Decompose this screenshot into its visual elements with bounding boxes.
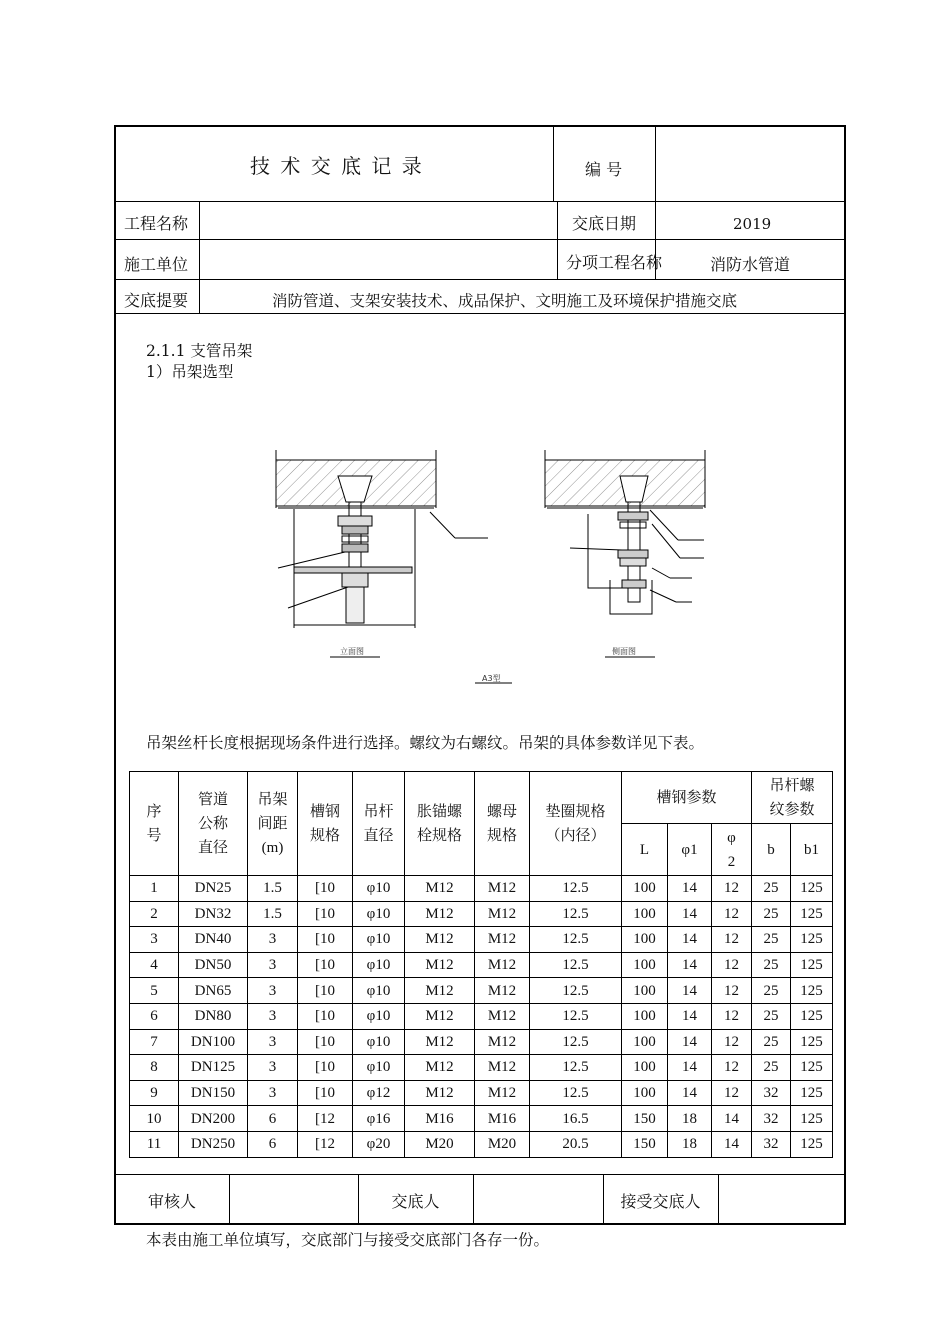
- table-cell: 25: [752, 876, 791, 902]
- table-cell: M12: [475, 1029, 530, 1055]
- table-cell: M12: [475, 1080, 530, 1106]
- table-cell: φ10: [353, 1003, 405, 1029]
- table-cell: 3: [248, 927, 298, 953]
- table-cell: 25: [752, 1003, 791, 1029]
- table-cell: 14: [668, 901, 712, 927]
- table-cell: 100: [622, 1003, 668, 1029]
- table-note: 吊架丝杆长度根据现场条件进行选择。螺纹为右螺纹。吊架的具体参数详见下表。: [146, 734, 705, 752]
- table-cell: DN100: [179, 1029, 248, 1055]
- divider: [199, 201, 200, 313]
- table-cell: DN32: [179, 901, 248, 927]
- divider: [115, 279, 846, 280]
- table-cell: M12: [475, 927, 530, 953]
- table-row: [130, 1055, 833, 1081]
- table-cell: 5: [130, 978, 179, 1004]
- table-cell: 14: [668, 1029, 712, 1055]
- table-cell: M12: [475, 1003, 530, 1029]
- section-heading: 2.1.1 支管吊架: [146, 342, 253, 360]
- table-cell: 125: [791, 1106, 833, 1132]
- col-header-pipe: 管道 公称 直径: [179, 772, 248, 876]
- table-cell: 14: [668, 876, 712, 902]
- table-cell: [10: [298, 1080, 353, 1106]
- reviewer-label: 审核人: [147, 1191, 196, 1211]
- table-cell: 25: [752, 1055, 791, 1081]
- table-cell: 125: [791, 1029, 833, 1055]
- col-header-nut: 螺母 规格: [475, 772, 530, 876]
- table-cell: 9: [130, 1080, 179, 1106]
- table-cell: M20: [475, 1131, 530, 1157]
- table-cell: 12: [712, 901, 752, 927]
- table-cell: φ10: [353, 952, 405, 978]
- hanger-drawing: [260, 440, 730, 690]
- table-cell: M12: [405, 1029, 475, 1055]
- table-cell: M12: [405, 1055, 475, 1081]
- col-header-phi1: φ1: [668, 824, 712, 876]
- table-cell: 12.5: [530, 1029, 622, 1055]
- table-cell: DN40: [179, 927, 248, 953]
- table-cell: 14: [668, 927, 712, 953]
- table-cell: 18: [668, 1106, 712, 1132]
- table-cell: 12.5: [530, 876, 622, 902]
- table-cell: 14: [668, 978, 712, 1004]
- receiver-value: [718, 1175, 845, 1225]
- table-cell: 12.5: [530, 1080, 622, 1106]
- table-cell: 11: [130, 1131, 179, 1157]
- table-cell: M12: [405, 901, 475, 927]
- col-header-rod-thread: 吊杆螺 纹参数: [752, 772, 833, 824]
- table-cell: 8: [130, 1055, 179, 1081]
- table-cell: 1.5: [248, 876, 298, 902]
- table-cell: M12: [405, 978, 475, 1004]
- table-cell: φ10: [353, 927, 405, 953]
- project-name-label: 工程名称: [124, 214, 189, 233]
- summary-value: 消防管道、支架安装技术、成品保护、文明施工及环境保护措施交底: [272, 292, 738, 310]
- table-cell: 12: [712, 876, 752, 902]
- table-cell: φ10: [353, 1055, 405, 1081]
- table-cell: 125: [791, 1131, 833, 1157]
- table-cell: φ10: [353, 876, 405, 902]
- table-row: [130, 927, 833, 953]
- table-cell: 100: [622, 978, 668, 1004]
- table-cell: 3: [130, 927, 179, 953]
- table-cell: 125: [791, 1080, 833, 1106]
- table-cell: 6: [248, 1106, 298, 1132]
- table-cell: φ12: [353, 1080, 405, 1106]
- side-view-label: 侧面图: [612, 647, 636, 656]
- table-cell: M12: [405, 876, 475, 902]
- table-cell: 100: [622, 876, 668, 902]
- table-cell: DN150: [179, 1080, 248, 1106]
- table-cell: 100: [622, 1055, 668, 1081]
- col-header-phi2: φ 2: [712, 824, 752, 876]
- table-cell: 32: [752, 1106, 791, 1132]
- front-view-label: 立面图: [340, 647, 364, 656]
- table-cell: 18: [668, 1131, 712, 1157]
- table-cell: 25: [752, 952, 791, 978]
- table-cell: 12: [712, 1080, 752, 1106]
- table-cell: [10: [298, 901, 353, 927]
- table-cell: 20.5: [530, 1131, 622, 1157]
- receiver-label: 接受交底人: [620, 1191, 701, 1211]
- table-cell: 14: [668, 1080, 712, 1106]
- form-title: 技 术 交 底 记 录: [250, 154, 424, 178]
- table-cell: φ20: [353, 1131, 405, 1157]
- date-value: 2019: [733, 215, 772, 233]
- table-cell: 12.5: [530, 978, 622, 1004]
- divider: [655, 126, 656, 201]
- table-cell: M12: [475, 901, 530, 927]
- table-row: [130, 901, 833, 927]
- table-cell: 125: [791, 1003, 833, 1029]
- date-label: 交底日期: [572, 214, 637, 233]
- table-cell: 3: [248, 1003, 298, 1029]
- divider: [115, 239, 846, 240]
- table-cell: 3: [248, 1055, 298, 1081]
- divider: [115, 313, 846, 314]
- summary-label: 交底提要: [124, 291, 189, 310]
- table-cell: 14: [668, 1003, 712, 1029]
- table-cell: [10: [298, 1029, 353, 1055]
- table-cell: M16: [475, 1106, 530, 1132]
- hanger-type-label: A3型: [482, 674, 501, 683]
- table-cell: 7: [130, 1029, 179, 1055]
- table-cell: 12.5: [530, 1055, 622, 1081]
- table-cell: 125: [791, 952, 833, 978]
- table-cell: 16.5: [530, 1106, 622, 1132]
- table-cell: 6: [248, 1131, 298, 1157]
- table-cell: 100: [622, 952, 668, 978]
- table-cell: DN25: [179, 876, 248, 902]
- table-cell: 1.5: [248, 901, 298, 927]
- table-cell: DN250: [179, 1131, 248, 1157]
- reviewer-value: [229, 1175, 358, 1225]
- col-header-spacing: 吊架 间距 (m): [248, 772, 298, 876]
- table-row: [130, 1080, 833, 1106]
- table-cell: M12: [405, 1003, 475, 1029]
- table-cell: 12: [712, 978, 752, 1004]
- table-cell: 14: [712, 1106, 752, 1132]
- table-cell: 25: [752, 901, 791, 927]
- col-header-b1: b1: [791, 824, 833, 876]
- table-cell: 12: [712, 1055, 752, 1081]
- table-cell: DN125: [179, 1055, 248, 1081]
- table-cell: M20: [405, 1131, 475, 1157]
- table-cell: 12: [712, 952, 752, 978]
- table-cell: [12: [298, 1131, 353, 1157]
- divider: [553, 126, 554, 201]
- table-cell: [10: [298, 978, 353, 1004]
- discloser-value: [473, 1175, 603, 1225]
- table-cell: [10: [298, 1003, 353, 1029]
- table-cell: 3: [248, 1029, 298, 1055]
- table-cell: 25: [752, 927, 791, 953]
- subproject-value: 消防水管道: [710, 255, 791, 274]
- hanger-parameters-table: [129, 771, 833, 1158]
- table-cell: M12: [475, 978, 530, 1004]
- table-cell: 12: [712, 1003, 752, 1029]
- table-cell: 12.5: [530, 927, 622, 953]
- table-cell: [12: [298, 1106, 353, 1132]
- col-header-anchor: 胀锚螺 栓规格: [405, 772, 475, 876]
- table-cell: 125: [791, 901, 833, 927]
- table-cell: 10: [130, 1106, 179, 1132]
- table-cell: M12: [405, 927, 475, 953]
- table-row: [130, 952, 833, 978]
- divider: [115, 201, 846, 202]
- table-cell: 12.5: [530, 901, 622, 927]
- table-cell: 12.5: [530, 1003, 622, 1029]
- table-cell: 32: [752, 1080, 791, 1106]
- table-cell: M12: [405, 952, 475, 978]
- table-cell: 3: [248, 952, 298, 978]
- front-view-drawing: [276, 450, 488, 628]
- side-view-drawing: [545, 450, 705, 614]
- table-cell: 2: [130, 901, 179, 927]
- table-cell: DN200: [179, 1106, 248, 1132]
- table-cell: 4: [130, 952, 179, 978]
- table-row: [130, 1131, 833, 1157]
- table-cell: M12: [475, 1055, 530, 1081]
- table-cell: φ10: [353, 1029, 405, 1055]
- table-cell: 14: [668, 1055, 712, 1081]
- table-cell: φ16: [353, 1106, 405, 1132]
- table-cell: DN80: [179, 1003, 248, 1029]
- table-cell: 150: [622, 1131, 668, 1157]
- table-cell: 150: [622, 1106, 668, 1132]
- table-cell: φ10: [353, 978, 405, 1004]
- table-cell: 12: [712, 927, 752, 953]
- table-cell: 100: [622, 927, 668, 953]
- table-cell: 1: [130, 876, 179, 902]
- number-label: 编 号: [585, 160, 623, 179]
- table-cell: M12: [475, 952, 530, 978]
- table-cell: 100: [622, 1029, 668, 1055]
- table-cell: 3: [248, 1080, 298, 1106]
- table-row: [130, 1003, 833, 1029]
- col-header-rod: 吊杆 直径: [353, 772, 405, 876]
- col-header-channel: 槽钢 规格: [298, 772, 353, 876]
- discloser-label: 交底人: [391, 1191, 440, 1211]
- table-cell: 6: [130, 1003, 179, 1029]
- subsection-heading: 1）吊架选型: [146, 363, 234, 381]
- table-row: [130, 1029, 833, 1055]
- divider: [557, 201, 558, 279]
- table-cell: 12.5: [530, 952, 622, 978]
- footer-note: 本表由施工单位填写，交底部门与接受交底部门各存一份。: [146, 1231, 550, 1249]
- table-cell: 12: [712, 1029, 752, 1055]
- table-cell: 14: [668, 952, 712, 978]
- col-header-washer: 垫圈规格 （内径）: [530, 772, 622, 876]
- table-cell: 32: [752, 1131, 791, 1157]
- table-cell: 25: [752, 978, 791, 1004]
- table-cell: M16: [405, 1106, 475, 1132]
- table-row: [130, 1106, 833, 1132]
- col-header-b: b: [752, 824, 791, 876]
- table-cell: [10: [298, 927, 353, 953]
- table-cell: [10: [298, 876, 353, 902]
- subproject-label: 分项工程名称: [566, 253, 663, 272]
- table-cell: [10: [298, 952, 353, 978]
- table-cell: 125: [791, 1055, 833, 1081]
- col-header-L: L: [622, 824, 668, 876]
- unit-label: 施工单位: [124, 255, 189, 274]
- table-cell: 125: [791, 927, 833, 953]
- table-cell: 100: [622, 1080, 668, 1106]
- table-row: [130, 978, 833, 1004]
- col-header-seq: 序 号: [130, 772, 179, 876]
- table-cell: 25: [752, 1029, 791, 1055]
- table-cell: M12: [475, 876, 530, 902]
- table-cell: DN65: [179, 978, 248, 1004]
- table-cell: 3: [248, 978, 298, 1004]
- table-cell: φ10: [353, 901, 405, 927]
- table-cell: DN50: [179, 952, 248, 978]
- table-cell: 14: [712, 1131, 752, 1157]
- table-cell: 100: [622, 901, 668, 927]
- table-cell: 125: [791, 876, 833, 902]
- table-cell: 125: [791, 978, 833, 1004]
- table-cell: [10: [298, 1055, 353, 1081]
- table-cell: M12: [405, 1080, 475, 1106]
- col-header-channel-params: 槽钢参数: [622, 772, 752, 824]
- table-row: [130, 876, 833, 902]
